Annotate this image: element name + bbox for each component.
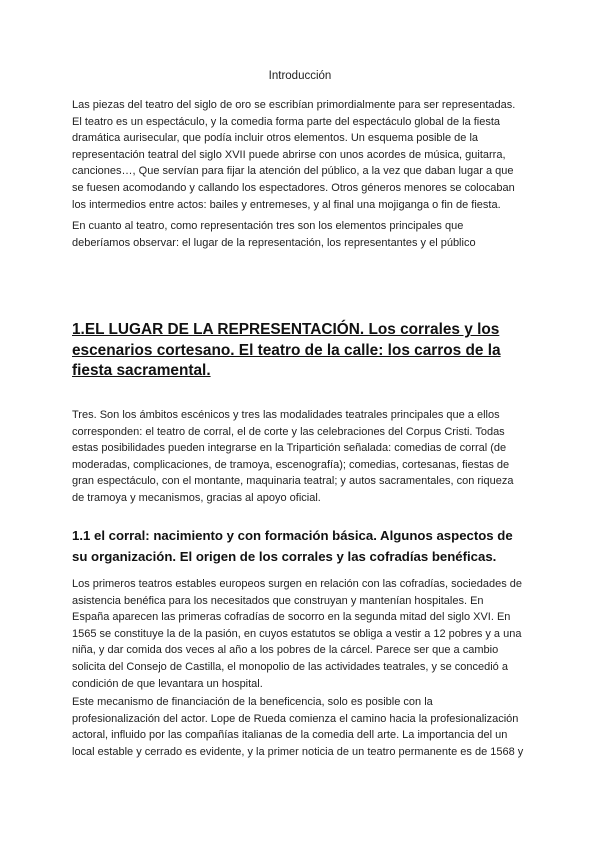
section-1-1-heading: 1.1 el corral: nacimiento y con formación básica. Algunos aspectos de su organización. El origen de los corrales y las cofradías benéficas.	[72, 528, 513, 564]
section-1-1-paragraph-2: Este mecanismo de financiación de la beneficencia, solo es posible con la profesionalización del actor. Lope de Rueda comienza el camino hacia la profesionalización actoral, influido por las compañías italianas de la comedia dell arte. La importancia del un local estable y cerrado es evidente, y la primer noticia de un teatro permanente es de 1568 y	[72, 696, 524, 758]
intro-paragraph-2: En cuanto al teatro, como representación tres son los elementos principales que deberíamos observar: el lugar de la representación, los representantes y el público	[72, 220, 476, 249]
document-title: Introducción	[268, 70, 332, 82]
section-1-paragraph-1: Tres. Son los ámbitos escénicos y tres las modalidades teatrales principales que a ellos corresponden: el teatro de corral, el de corte y las celebraciones del Corpus Cristi. Todas estas posibilidades pueden integrarse en la Tripartición señalada: comedias de corral (de moderadas, complicaciones, de tramoya, escenografía); comedias, cortesanas, fiestas de gran espectáculo, con el montante, maquinaria teatral; y autos sacramentales, con riqueza de tramoya y mecanismos, gracias al apoyo oficial.	[72, 409, 514, 504]
section-1-1-paragraph-1: Los primeros teatros estables europeos surgen en relación con las cofradías, sociedades de asistencia benéfica para los necesitados que construyan y mantenían hospitales. En España aparecen las primeras cofradías de socorro en la segunda mitad del siglo XVI. En 1565 se constituye la de la pasión, en cuyos estatutos se obliga a vestir a 12 pobres y a una niña, y dar comida dos veces al año a los pobres de la cárcel. Parece ser que a cambio solicita del Consejo de Castilla, el monopolio de las actividades teatrales, y se concedió a condición de que levantara un hospital.	[72, 578, 523, 690]
section-1-heading: 1.EL LUGAR DE LA REPRESENTACIÓN. Los corrales y los escenarios cortesano. El teatro de la calle: los carros de la fiesta sacramental.	[72, 321, 501, 380]
intro-paragraph-1: Las piezas del teatro del siglo de oro se escribían primordialmente para ser representadas. El teatro es un espectáculo, y la comedia forma parte del espectáculo global de la fiesta dramática aurisecular, que podía incluir otros elementos. Un esquema posible de la representación teatral del siglo XVII puede abrirse con unos acordes de música, guitarra, canciones…, Que servían para fijar la atención del público, a la vez que daban lugar a que se fuesen acomodando y callando los espectadores. Otros géneros menores se colocaban los intermedios entre actos: bailes y entremeses, y al final una mojiganga o fin de fiesta.	[72, 99, 516, 211]
